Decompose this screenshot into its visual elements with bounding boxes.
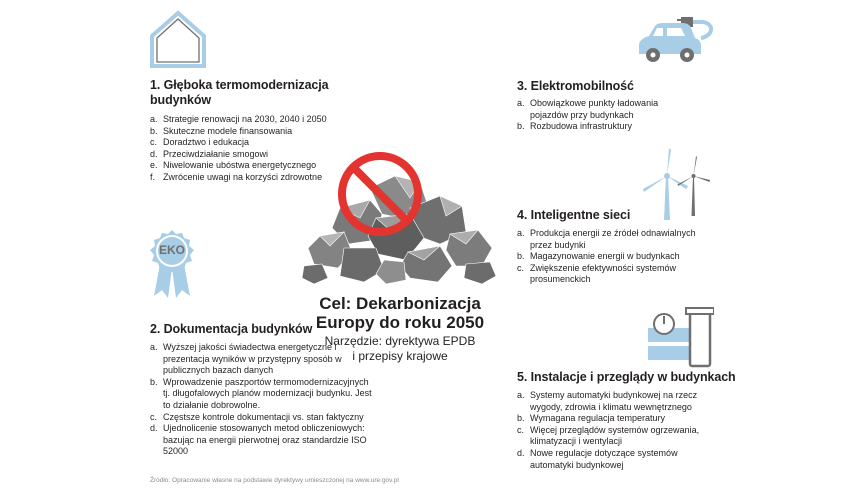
center-subtitle-line-2: i przepisy krajowe: [352, 349, 448, 363]
badge-text: EKO: [158, 243, 185, 257]
list-item: a. Obowiązkowe punkty ładowania pojazdów przy budynkach: [517, 98, 659, 120]
list-item: c. Częstsze kontrole dokumentacji vs. stan faktyczny: [150, 411, 364, 422]
list-item: f. Zwrócenie uwagi na korzyści zdrowotne: [150, 171, 323, 182]
section-2-title: 2. Dokumentacja budynków: [150, 322, 313, 336]
list-item: b. Magazynowanie energii w budynkach: [517, 251, 680, 262]
list-item: d. Nowe regulacje dotyczące systemów automatyki budynkowej: [517, 447, 678, 470]
list-item: b. Rozbudowa infrastruktury: [517, 121, 633, 132]
list-item: b. Wymagana regulacja temperatury: [517, 413, 665, 424]
list-item: c. Zwiększenie efektywności systemów prosumenckich: [517, 262, 677, 285]
section-5-title: 5. Instalacje i przeglądy w budynkach: [517, 370, 736, 384]
section-1-title: 1. Głęboka termomodernizacja budynków: [150, 78, 329, 107]
house-icon: [148, 10, 208, 68]
eko-badge-icon: [148, 228, 196, 300]
list-item: b. Wprowadzenie paszportów termomodernizacyjnych tj. długofalowych planów modernizacji budynku. Jest to działanie dobrowolne.: [150, 376, 372, 410]
list-item: c. Doradztwo i edukacja: [150, 137, 250, 148]
center-goal: [300, 294, 500, 364]
thermostat-pipe-icon: [646, 306, 714, 368]
list-item: a. Systemy automatyki budynkowej na rzecz wygody, zdrowia i klimatu wewnętrznego: [517, 390, 698, 412]
section-4-list: [517, 228, 697, 286]
section-5-list: [517, 390, 717, 471]
list-item: b. Skuteczne modele finansowania: [150, 125, 293, 136]
center-subtitle-line-1: Narzędzie: dyrektywa EPDB: [324, 334, 476, 348]
list-item: a. Strategie renowacji na 2030, 2040 i 2050: [150, 114, 327, 124]
source-note: Źródło: Opracowanie własne na podstawie dyrektywy umieszczonej na www.ure.gov.pl: [150, 477, 399, 484]
section-4-title: 4. Inteligentne sieci: [517, 208, 631, 222]
list-item: d. Ujednolicenie stosowanych metod obliczeniowych: bazując na energii pierwotnej oraz standardzie ISO 52000: [150, 423, 367, 457]
list-item: a. Wyższej jakości świadectwa energetyczne i prezentacja wyników w przystępny sposób w publicznych bazach danych: [150, 342, 342, 376]
center-title-line-1: Cel: Dekarbonizacja: [319, 294, 481, 313]
section-1-list: [150, 114, 360, 184]
electric-car-icon: [633, 14, 717, 66]
center-title-line-2: Europy do roku 2050: [315, 313, 485, 332]
section-3-title: 3. Elektromobilność: [517, 79, 634, 93]
list-item: d. Przeciwdziałanie smogowi: [150, 148, 269, 159]
list-item: a. Produkcja energii ze źródeł odnawialnych przez budynki: [517, 228, 696, 250]
list-item: c. Więcej przeglądów systemów ogrzewania, klimatyzacji i wentylacji: [517, 424, 700, 447]
list-item: e. Niwelowanie ubóstwa energetycznego: [150, 160, 317, 171]
section-3-list: [517, 98, 697, 133]
